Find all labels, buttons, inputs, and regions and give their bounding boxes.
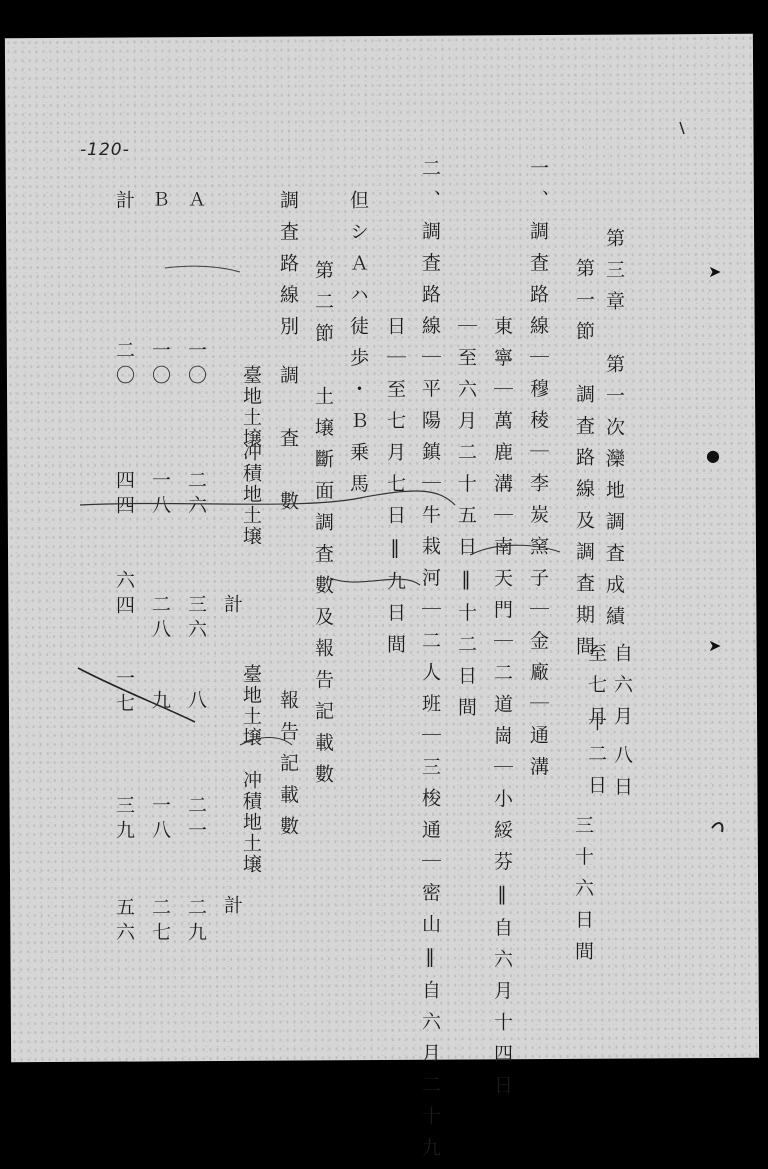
survey-a-alluvial: 二六: [185, 470, 207, 520]
survey-b-total: 二八: [149, 594, 171, 644]
period-from-day: 八日: [611, 745, 633, 808]
report-a-alluvial: 二一: [185, 795, 207, 845]
report-b-alluvial: 一八: [149, 795, 171, 845]
survey-total-total: 六四: [113, 570, 135, 620]
report-col-total: 計: [221, 895, 243, 927]
period-total: 三十六日間: [572, 815, 594, 973]
report-total-total: 五六: [113, 897, 135, 947]
period-from: 自六月: [611, 643, 633, 738]
chapter-title: 第三章 第一次灤地調査成績: [603, 228, 625, 638]
section1-title: 第一節 調査路線及調査期間: [573, 258, 595, 668]
row-label-total: 計: [113, 190, 135, 222]
page-number: -120-: [80, 140, 130, 160]
period-to-day: 十二日: [585, 712, 607, 807]
survey-b-alluvial: 一八: [149, 470, 171, 520]
report-count-header: 報告記載數: [277, 690, 299, 848]
table-label-column: 調査路線別: [277, 190, 299, 348]
survey-a-plateau: 一〇: [185, 340, 207, 390]
survey-col-alluvial: 冲積地土壌: [240, 442, 262, 547]
report-col-alluvial: 冲積地土壌: [240, 770, 262, 875]
survey-a-total: 三六: [185, 594, 207, 644]
survey-count-header: 調 査 數: [277, 365, 299, 523]
route1-line: 一、調査路線｜穆稜｜李炭窯子｜金廠｜通溝: [527, 158, 549, 788]
survey-col-total: 計: [221, 594, 243, 626]
report-col-plateau: 臺地土壌: [240, 664, 262, 748]
report-b-total: 二七: [149, 897, 171, 947]
report-total-plateau: 一七: [113, 668, 135, 718]
survey-total-alluvial: 四四: [113, 470, 135, 520]
period-to: 至七月: [585, 643, 607, 738]
margin-mark-2: ●: [706, 446, 720, 465]
route1-continuation: 東寧｜萬鹿溝｜南天門｜二道崗｜小綏芬‖自六月十四日: [491, 316, 513, 1107]
row-label-a: Ａ: [185, 190, 206, 221]
margin-mark-1: ➤: [708, 262, 722, 281]
report-a-plateau: 八: [185, 690, 207, 715]
route2-end: 日｜至七月七日‖九日間: [384, 316, 406, 666]
survey-col-plateau: 臺地土壌: [240, 365, 262, 449]
report-total-alluvial: 三九: [113, 795, 135, 845]
route-note: 但シＡハ徒歩・Ｂ乗馬: [347, 190, 369, 505]
route2-line: 二、調査路線｜平陽鎮｜牛栽河｜二人班｜三梭通｜密山‖自六月二十九: [419, 158, 441, 1169]
survey-b-plateau: 一〇: [149, 340, 171, 390]
survey-total-plateau: 二〇: [113, 340, 135, 390]
section2-title: 第二節 土壌斷面調査數及報告記載數: [312, 260, 334, 796]
route1-end: ｜至六月二十五日‖十二日間: [455, 316, 477, 729]
report-a-total: 二九: [185, 897, 207, 947]
row-label-b: Ｂ: [149, 190, 170, 221]
report-b-plateau: 九: [149, 690, 171, 715]
margin-mark-3: ➤: [708, 636, 722, 655]
